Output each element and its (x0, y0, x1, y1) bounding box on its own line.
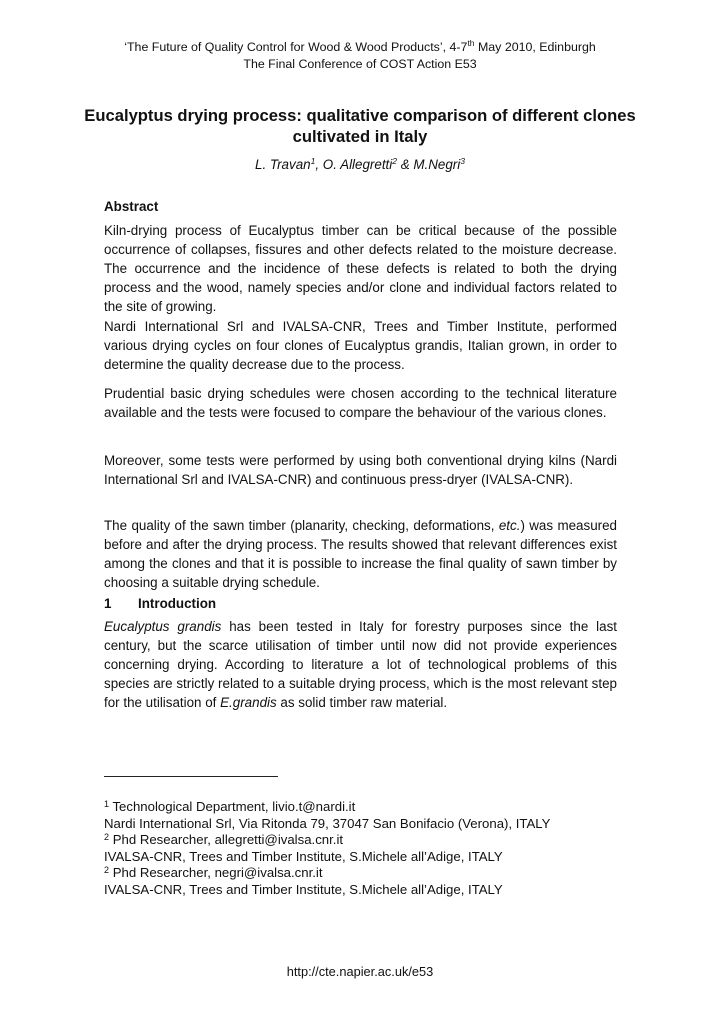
affiliation-mark: 1 (310, 156, 316, 166)
abstract-paragraph-1: Kiln-drying process of Eucalyptus timber can be critical because of the possible occurrence of collapses, fissures and other defects related to the moisture decrease. The occurrence and the incidence of these defects is related to both the drying process and the wood, namely species and/or clone and individual factors related to the site of growing. (104, 223, 617, 314)
footnote-2-line-2: IVALSA-CNR, Trees and Timber Institute, S.Michele all’Adige, ITALY (104, 849, 503, 864)
author-name: L. Travan (255, 157, 311, 172)
abstract-paragraph-3: Prudential basic drying schedules were chosen according to the technical literature available and the tests were focused to compare the behaviour of the various clones. (104, 386, 617, 420)
section-heading-introduction (104, 595, 216, 613)
footnote-1-line-2: Nardi International Srl, Via Ritonda 79, 37047 San Bonifacio (Verona), ITALY (104, 816, 551, 831)
section-number: 1 (104, 596, 112, 611)
footnote-1-line-1: $^1$ Technological Department, livio.t@nardi.it (104, 799, 356, 814)
paper-title: Eucalyptus drying process: qualitative comparison of different clones cultivated in Italy (84, 106, 636, 146)
abstract-paragraph-2: Nardi International Srl and IVALSA-CNR, Trees and Timber Institute, performed various drying cycles on four clones of Eucalyptus grandis, Italian grown, in order to determine the quality decrease due to the process. (104, 319, 617, 372)
section-title: Introduction (138, 596, 217, 611)
footnote-2-line-1: $^2$ Phd Researcher, allegretti@ivalsa.cnr.it (104, 832, 344, 847)
footnote-separator (104, 776, 278, 777)
footnote-3-line-1: $^2$ Phd Researcher, negri@ivalsa.cnr.it (104, 865, 323, 880)
footer-url[interactable]: http://cte.napier.ac.uk/e53 (286, 964, 434, 979)
footnote-3-line-2: IVALSA-CNR, Trees and Timber Institute, S.Michele all’Adige, ITALY (104, 882, 503, 897)
abstract-heading: Abstract (104, 199, 159, 214)
introduction-paragraph: Eucalyptus grandis has been tested in Italy for forestry purposes since the last century, but the scarce utilisation of timber until now did not provide experiences concerning drying. According to literature a lot of technological problems of this species are strictly related to a suitable drying process, which is the most relevant step for the utilisation of E.grandis as solid timber raw material. (104, 619, 617, 710)
author-list: L. Travan$^1$, O. Allegretti$^2$ & M.Negri$^3$ (255, 156, 465, 172)
abstract-paragraph-5: The quality of the sawn timber (planarity, checking, deformations, etc.) was measured before and after the drying process. The results showed that relevant differences exist among the clones and that it is possible to increase the final quality of sawn timber by choosing a suitable drying schedule. (104, 518, 617, 590)
author-name: O. Allegretti (322, 157, 393, 172)
affiliation-mark: 2 (392, 156, 397, 166)
conference-line-2: The Final Conference of COST Action E53 (243, 57, 477, 71)
conference-line-1: ‘The Future of Quality Control for Wood & Wood Products’, 4-7th May 2010, Edinburgh (124, 38, 596, 54)
abstract-paragraph-4: Moreover, some tests were performed by using both conventional drying kilns (Nardi International Srl and IVALSA-CNR) and continuous press-dryer (IVALSA-CNR). (104, 453, 617, 487)
affiliation-mark: 3 (460, 156, 465, 166)
author-name: M.Negri (413, 157, 461, 172)
